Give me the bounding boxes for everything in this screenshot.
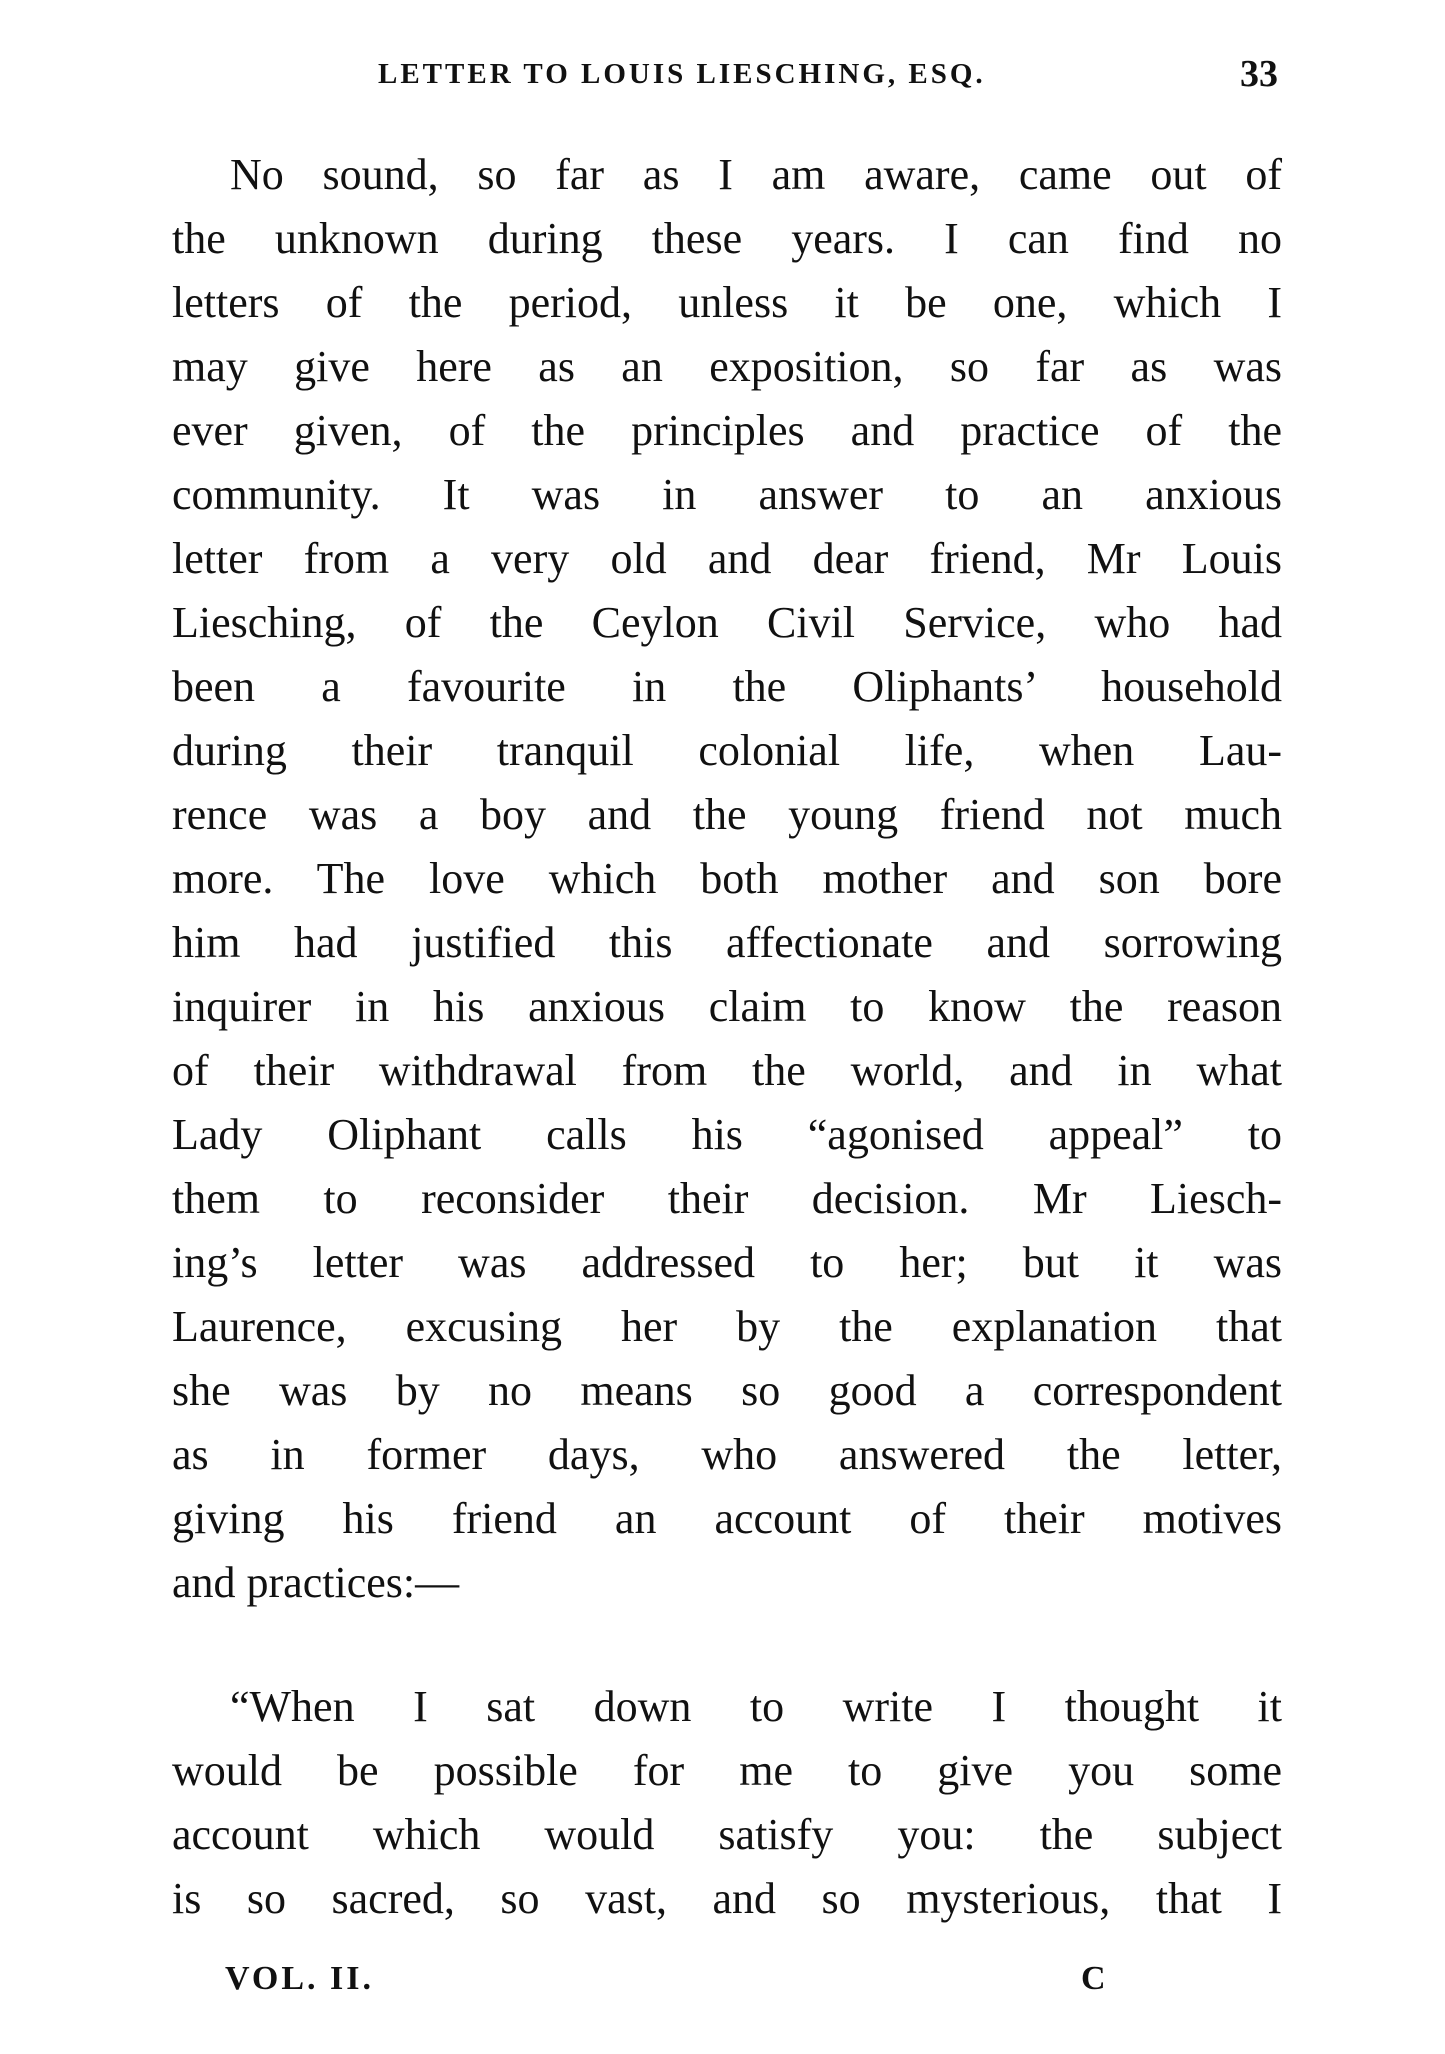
text-line: him had justified this affectionate and sorrowing [172, 918, 1282, 967]
text-line: Lady Oliphant calls his “agonised appeal” to [172, 1110, 1282, 1159]
text-line: ever given, of the principles and practice of the [172, 406, 1282, 455]
text-line: them to reconsider their decision. Mr Liesch- [172, 1174, 1282, 1223]
text-line: inquirer in his anxious claim to know the reason [172, 982, 1282, 1031]
paragraph-2 [172, 1675, 1282, 1931]
running-title: LETTER TO LOUIS LIESCHING, ESQ. [378, 58, 986, 90]
text-line: account which would satisfy you: the subject [172, 1810, 1282, 1859]
signature-mark: C [1081, 1960, 1106, 1997]
text-line: of their withdrawal from the world, and in what [172, 1046, 1282, 1095]
text-line: Liesching, of the Ceylon Civil Service, who had [172, 598, 1282, 647]
text-line: as in former days, who answered the letter, [172, 1430, 1282, 1479]
text-line: during their tranquil colonial life, when Lau- [172, 726, 1282, 775]
text-line: may give here as an exposition, so far as was [172, 342, 1282, 391]
text-line: been a favourite in the Oliphants’ household [172, 662, 1282, 711]
text-block [172, 143, 1282, 1931]
running-head [178, 53, 1278, 108]
paragraph-1 [172, 143, 1282, 1615]
text-line: the unknown during these years. I can find no [172, 214, 1282, 263]
page-footer [225, 1960, 1125, 2010]
paragraph-gap [172, 1615, 1282, 1675]
text-line: No sound, so far as I am aware, came out of [230, 150, 1282, 199]
text-line: and practices:— [172, 1558, 460, 1607]
text-line: letters of the period, unless it be one, which I [172, 278, 1282, 327]
page-number: 33 [1240, 53, 1278, 95]
volume-label: VOL. II. [225, 1960, 374, 1997]
text-line: community. It was in answer to an anxious [172, 470, 1282, 519]
text-line: more. The love which both mother and son bore [172, 854, 1282, 903]
text-line: giving his friend an account of their motives [172, 1494, 1282, 1543]
text-line: letter from a very old and dear friend, Mr Louis [172, 534, 1282, 583]
text-line: Laurence, excusing her by the explanation that [172, 1302, 1282, 1351]
text-line: she was by no means so good a correspondent [172, 1366, 1282, 1415]
text-line: rence was a boy and the young friend not much [172, 790, 1282, 839]
text-line: “When I sat down to write I thought it [230, 1682, 1282, 1731]
text-line: is so sacred, so vast, and so mysterious, that I [172, 1874, 1282, 1923]
text-line: ing’s letter was addressed to her; but it was [172, 1238, 1282, 1287]
text-line: would be possible for me to give you some [172, 1746, 1282, 1795]
